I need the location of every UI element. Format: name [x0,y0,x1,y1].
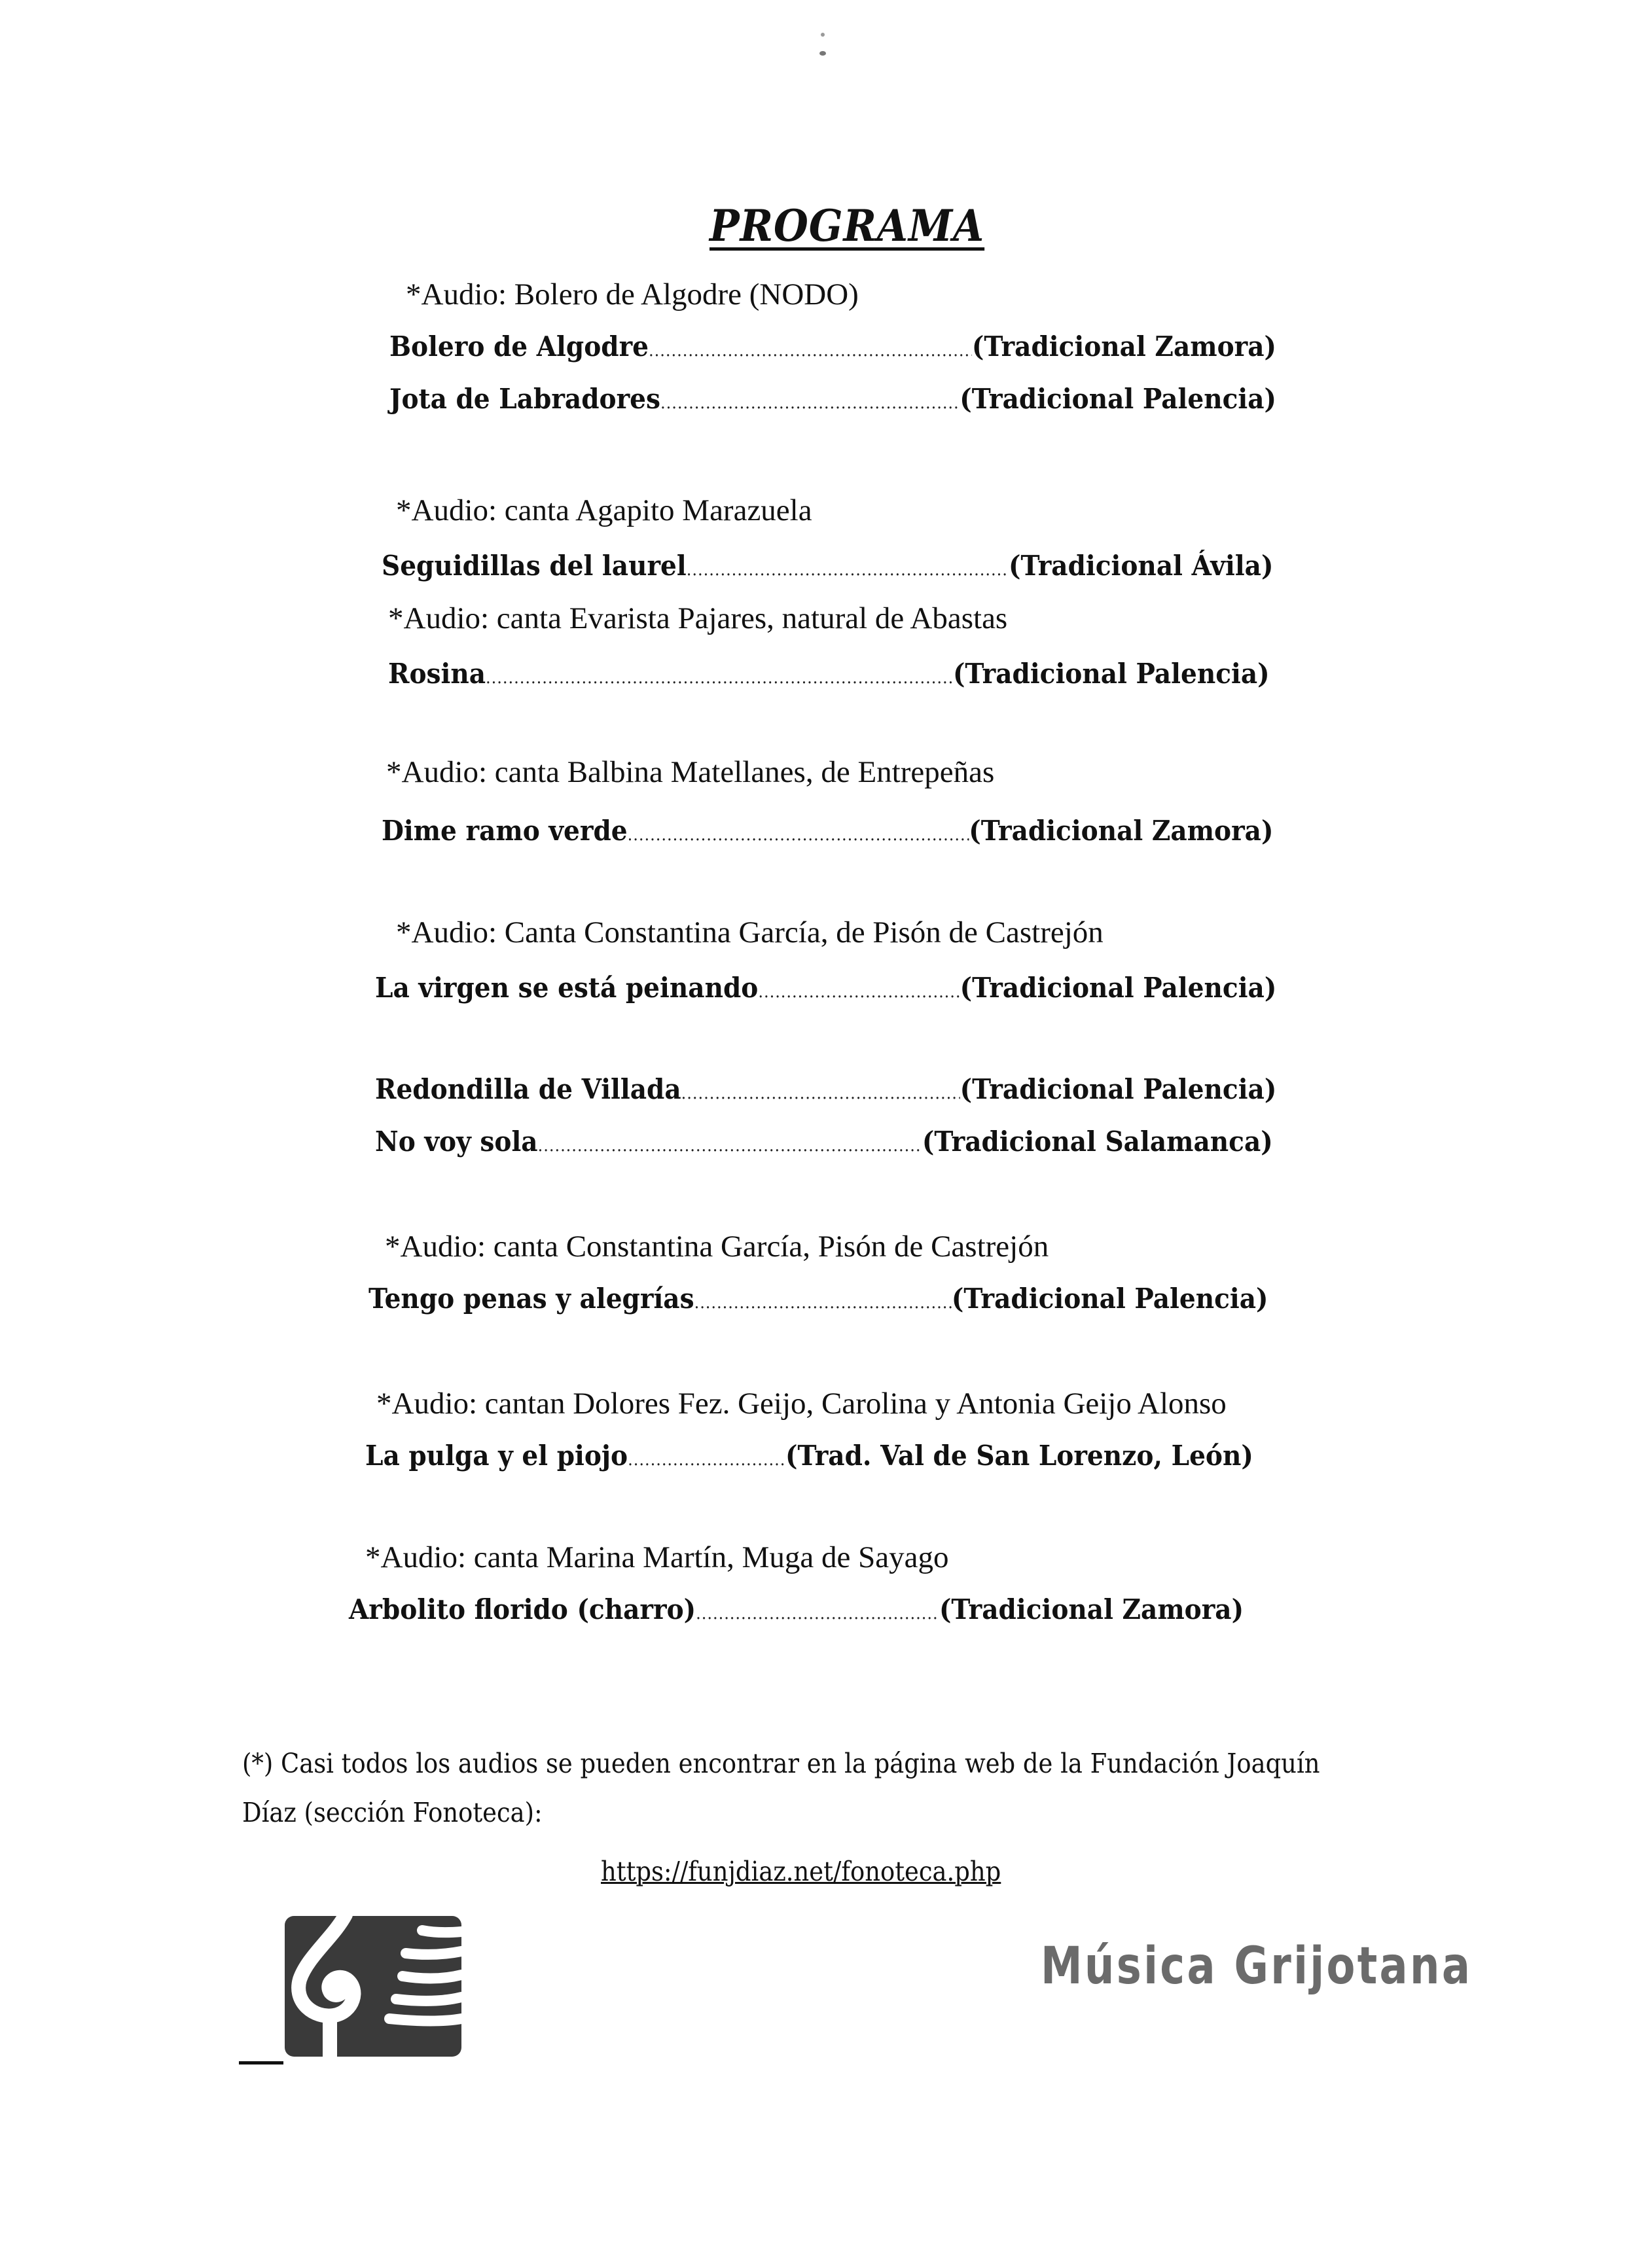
song-entry [349,1590,1244,1633]
song-origin: (Tradicional Palencia) [960,383,1277,415]
song-title: Dime ramo verde [382,815,628,847]
audio-note: *Audio: Canta Constantina García, de Pisón de Castrejón [396,915,1104,949]
song-entry [375,968,1276,1012]
song-entry [389,380,1276,423]
song-title: Tengo penas y alegrías [368,1283,694,1315]
audio-note: *Audio: canta Agapito Marazuela [396,493,812,527]
scan-speck [819,51,826,56]
song-origin: (Tradicional Palencia) [960,972,1277,1004]
logo-underline [239,2061,283,2064]
footnote-line-2: Díaz (sección Fonoteca): [242,1797,543,1828]
song-entry [365,1436,1253,1480]
audio-note: *Audio: canta Constantina García, Pisón de Castrejón [385,1230,1049,1264]
dot-leader [649,331,972,370]
song-title: La virgen se está peinando [375,972,759,1004]
musica-grijotana-logo: Música Grijotana [1041,1937,1473,1996]
page-title: PROGRAMA [709,200,985,251]
song-entry [375,1122,1273,1165]
fonoteca-link[interactable]: https://funjdiaz.net/fonoteca.php [601,1856,1001,1887]
song-title: Arbolito florido (charro) [349,1593,696,1625]
song-title: Bolero de Algodre [389,330,649,363]
song-entry [389,327,1276,370]
dot-leader [538,1126,922,1165]
scan-speck [821,33,825,37]
song-entry [382,546,1273,590]
song-entry [375,1070,1276,1113]
footnote-line-1: (*) Casi todos los audios se pueden encontrar en la página web de la Fundación Joaquín [242,1748,1320,1779]
audio-note: *Audio: canta Marina Martín, Muga de Sayago [365,1540,949,1574]
song-origin: (Trad. Val de San Lorenzo, León) [785,1440,1253,1472]
song-entry [388,654,1270,698]
song-origin: (Tradicional Zamora) [939,1593,1244,1625]
song-origin: (Tradicional Salamanca) [922,1125,1273,1158]
song-origin: (Tradicional Palencia) [960,1073,1277,1105]
song-entry [382,811,1273,855]
dot-leader [758,972,960,1012]
song-origin: (Tradicional Palencia) [952,658,1270,690]
song-title: No voy sola [375,1125,538,1158]
dot-leader [628,1440,785,1480]
audio-note: *Audio: cantan Dolores Fez. Geijo, Carolina y Antonia Geijo Alonso [376,1387,1227,1421]
audio-note: *Audio: canta Evarista Pajares, natural de Abastas [388,601,1008,635]
song-origin: (Tradicional Zamora) [971,330,1277,363]
song-title: La pulga y el piojo [365,1440,628,1472]
dot-leader [660,383,960,423]
treble-clef-logo-icon [281,1911,465,2061]
dot-leader [696,1594,939,1633]
song-origin: (Tradicional Palencia) [951,1283,1268,1315]
dot-leader [486,658,953,698]
song-origin: (Tradicional Ávila) [1009,550,1274,582]
song-entry [368,1279,1268,1322]
song-title: Rosina [388,658,486,690]
dot-leader [628,815,969,855]
song-title: Seguidillas del laurel [382,550,687,582]
dot-leader [694,1283,952,1322]
dot-leader [687,550,1009,590]
song-origin: (Tradicional Zamora) [969,815,1274,847]
song-title: Redondilla de Villada [375,1073,681,1105]
audio-note: *Audio: canta Balbina Matellanes, de Entrepeñas [386,755,995,789]
dot-leader [681,1074,960,1113]
audio-note: *Audio: Bolero de Algodre (NODO) [406,277,859,311]
song-title: Jota de Labradores [389,383,661,415]
